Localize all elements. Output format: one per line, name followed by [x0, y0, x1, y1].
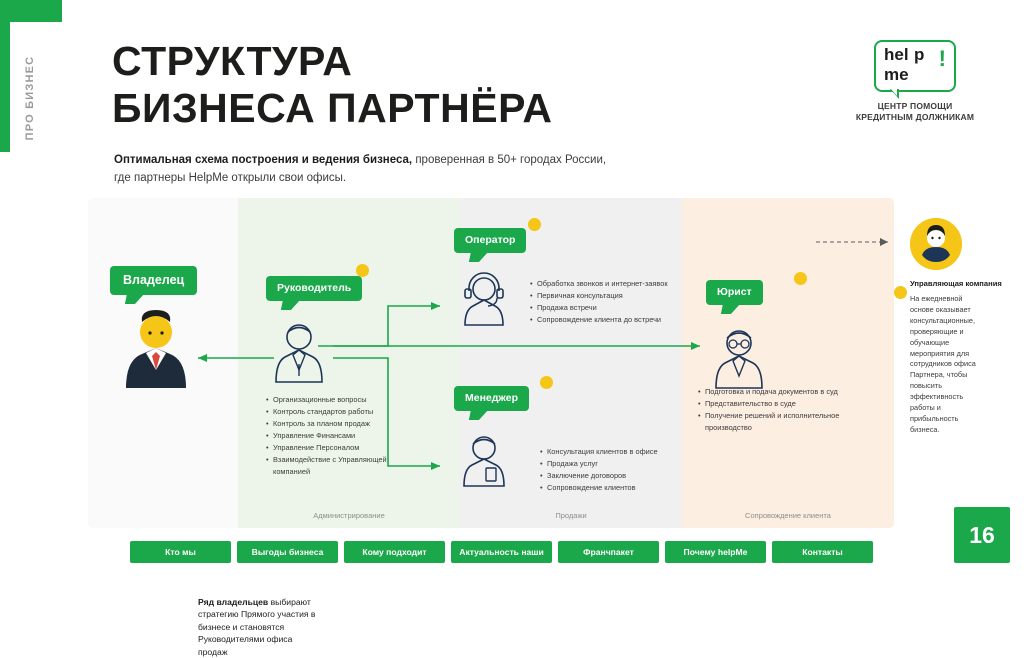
logo-exclamation-icon: !	[938, 46, 946, 71]
bubble-head: Руководитель	[266, 276, 362, 301]
rail-label: ПРО БИЗНЕС	[24, 55, 36, 141]
figure-manager	[456, 432, 512, 490]
nav-item-business-benefits[interactable]: Выгоды бизнеса	[237, 541, 338, 563]
rail-accent-side	[0, 0, 10, 152]
brand-logo	[840, 40, 990, 124]
band-support-label: Сопровождение клиента	[745, 511, 831, 520]
operator-bullets	[528, 278, 714, 326]
subtitle-rest: проверенная в 50+ городах России,	[412, 154, 607, 166]
subtitle	[114, 152, 714, 188]
figure-owner	[112, 308, 200, 392]
left-rail	[0, 0, 62, 577]
nav-item-why-helpme[interactable]: Почему helpMe	[665, 541, 766, 563]
operator-bullet-2: • Продажа встречи	[537, 302, 714, 314]
band-administration-label: Администрирование	[313, 511, 385, 520]
logo-text-me: me	[884, 65, 909, 84]
figure-head	[268, 320, 330, 386]
lawyer-bullet-2: • Получение решений и исполнительное производство	[705, 410, 876, 434]
nav-item-relevance[interactable]: Актуальность наши	[451, 541, 552, 563]
owner-note	[198, 596, 316, 658]
bottom-nav[interactable]	[130, 541, 873, 563]
dot-manager	[540, 376, 553, 389]
manager-bullet-2: • Заключение договоров	[547, 470, 724, 482]
avatar-management-company	[910, 218, 962, 270]
bubble-owner: Владелец	[110, 266, 197, 295]
logo-text-help: hel	[884, 45, 909, 64]
nav-item-contacts[interactable]: Контакты	[772, 541, 873, 563]
head-bullet-3: • Управление Финансами	[273, 430, 392, 442]
manager-bullet-0: • Консультация клиентов в офисе	[547, 446, 724, 458]
dot-management-company	[894, 286, 907, 299]
head-bullet-2: • Контроль за планом продаж	[273, 418, 392, 430]
owner-note-text: выбирают стратегию Прямого участия в бизнесе и становятся Руководителями офиса продаж	[198, 597, 316, 657]
band-sales-label: Продажи	[555, 511, 587, 520]
page-title	[112, 38, 552, 132]
bubble-operator: Оператор	[454, 228, 526, 253]
logo-tagline: ЦЕНТР ПОМОЩИ КРЕДИТНЫМ ДОЛЖНИКАМ	[855, 101, 975, 123]
management-company-title: Управляющая компания	[910, 279, 1002, 288]
manager-bullets	[538, 446, 724, 494]
bubble-manager: Менеджер	[454, 386, 529, 411]
dot-operator	[528, 218, 541, 231]
head-bullets	[264, 394, 392, 478]
lawyer-bullet-0: • Подготовка и подача документов в суд	[705, 386, 876, 398]
head-bullet-0: • Организационные вопросы	[273, 394, 392, 406]
head-bullet-4: • Управление Персоналом	[273, 442, 392, 454]
operator-bullet-1: • Первичная консультация	[537, 290, 714, 302]
subtitle-line-2: где партнеры HelpMe открыли свои офисы.	[114, 171, 347, 184]
nav-item-who-it-suits[interactable]: Кому подходит	[344, 541, 445, 563]
nav-item-franchise-package[interactable]: Франчпакет	[558, 541, 659, 563]
head-bullet-1: • Контроль стандартов работы	[273, 406, 392, 418]
lawyer-bullet-1: • Представительство в суде	[705, 398, 876, 410]
bubble-lawyer: Юрист	[706, 280, 763, 305]
subtitle-bold: Оптимальная схема построения и ведения бизнеса,	[114, 154, 413, 166]
figure-lawyer	[708, 326, 770, 392]
owner-note-bold: Ряд владельцев	[198, 597, 269, 607]
dot-lawyer	[794, 272, 807, 285]
head-bullet-5: • Взаимодействие с Управляющей компанией	[273, 454, 392, 478]
title-line-2: БИЗНЕСА ПАРТНЁРА	[112, 85, 553, 132]
logo-bubble-tail-inner-icon	[891, 89, 897, 96]
title-line-1: СТРУКТУРА	[112, 38, 353, 84]
operator-bullet-0: • Обработка звонков и интернет-заявок	[537, 278, 714, 290]
management-company-text: На ежедневной основе оказывает консультационные, проверяющие и обучающие мероприятия для сотрудников офиса Партнера, чтобы повысить эффективность работы и прибыльность бизнеса.	[910, 293, 976, 435]
page-number: 16	[954, 507, 1010, 563]
management-company-block	[902, 218, 1014, 436]
nav-item-who-we-are[interactable]: Кто мы	[130, 541, 231, 563]
dot-head	[356, 264, 369, 277]
manager-bullet-1: • Продажа услуг	[547, 458, 724, 470]
lawyer-bullets	[696, 386, 876, 434]
logo-mark	[874, 40, 956, 92]
operator-bullet-3: • Сопровождение клиента до встречи	[537, 314, 714, 326]
figure-operator	[456, 272, 512, 328]
logo-text-p: p	[914, 45, 925, 64]
manager-bullet-3: • Сопровождение клиентов	[547, 482, 724, 494]
